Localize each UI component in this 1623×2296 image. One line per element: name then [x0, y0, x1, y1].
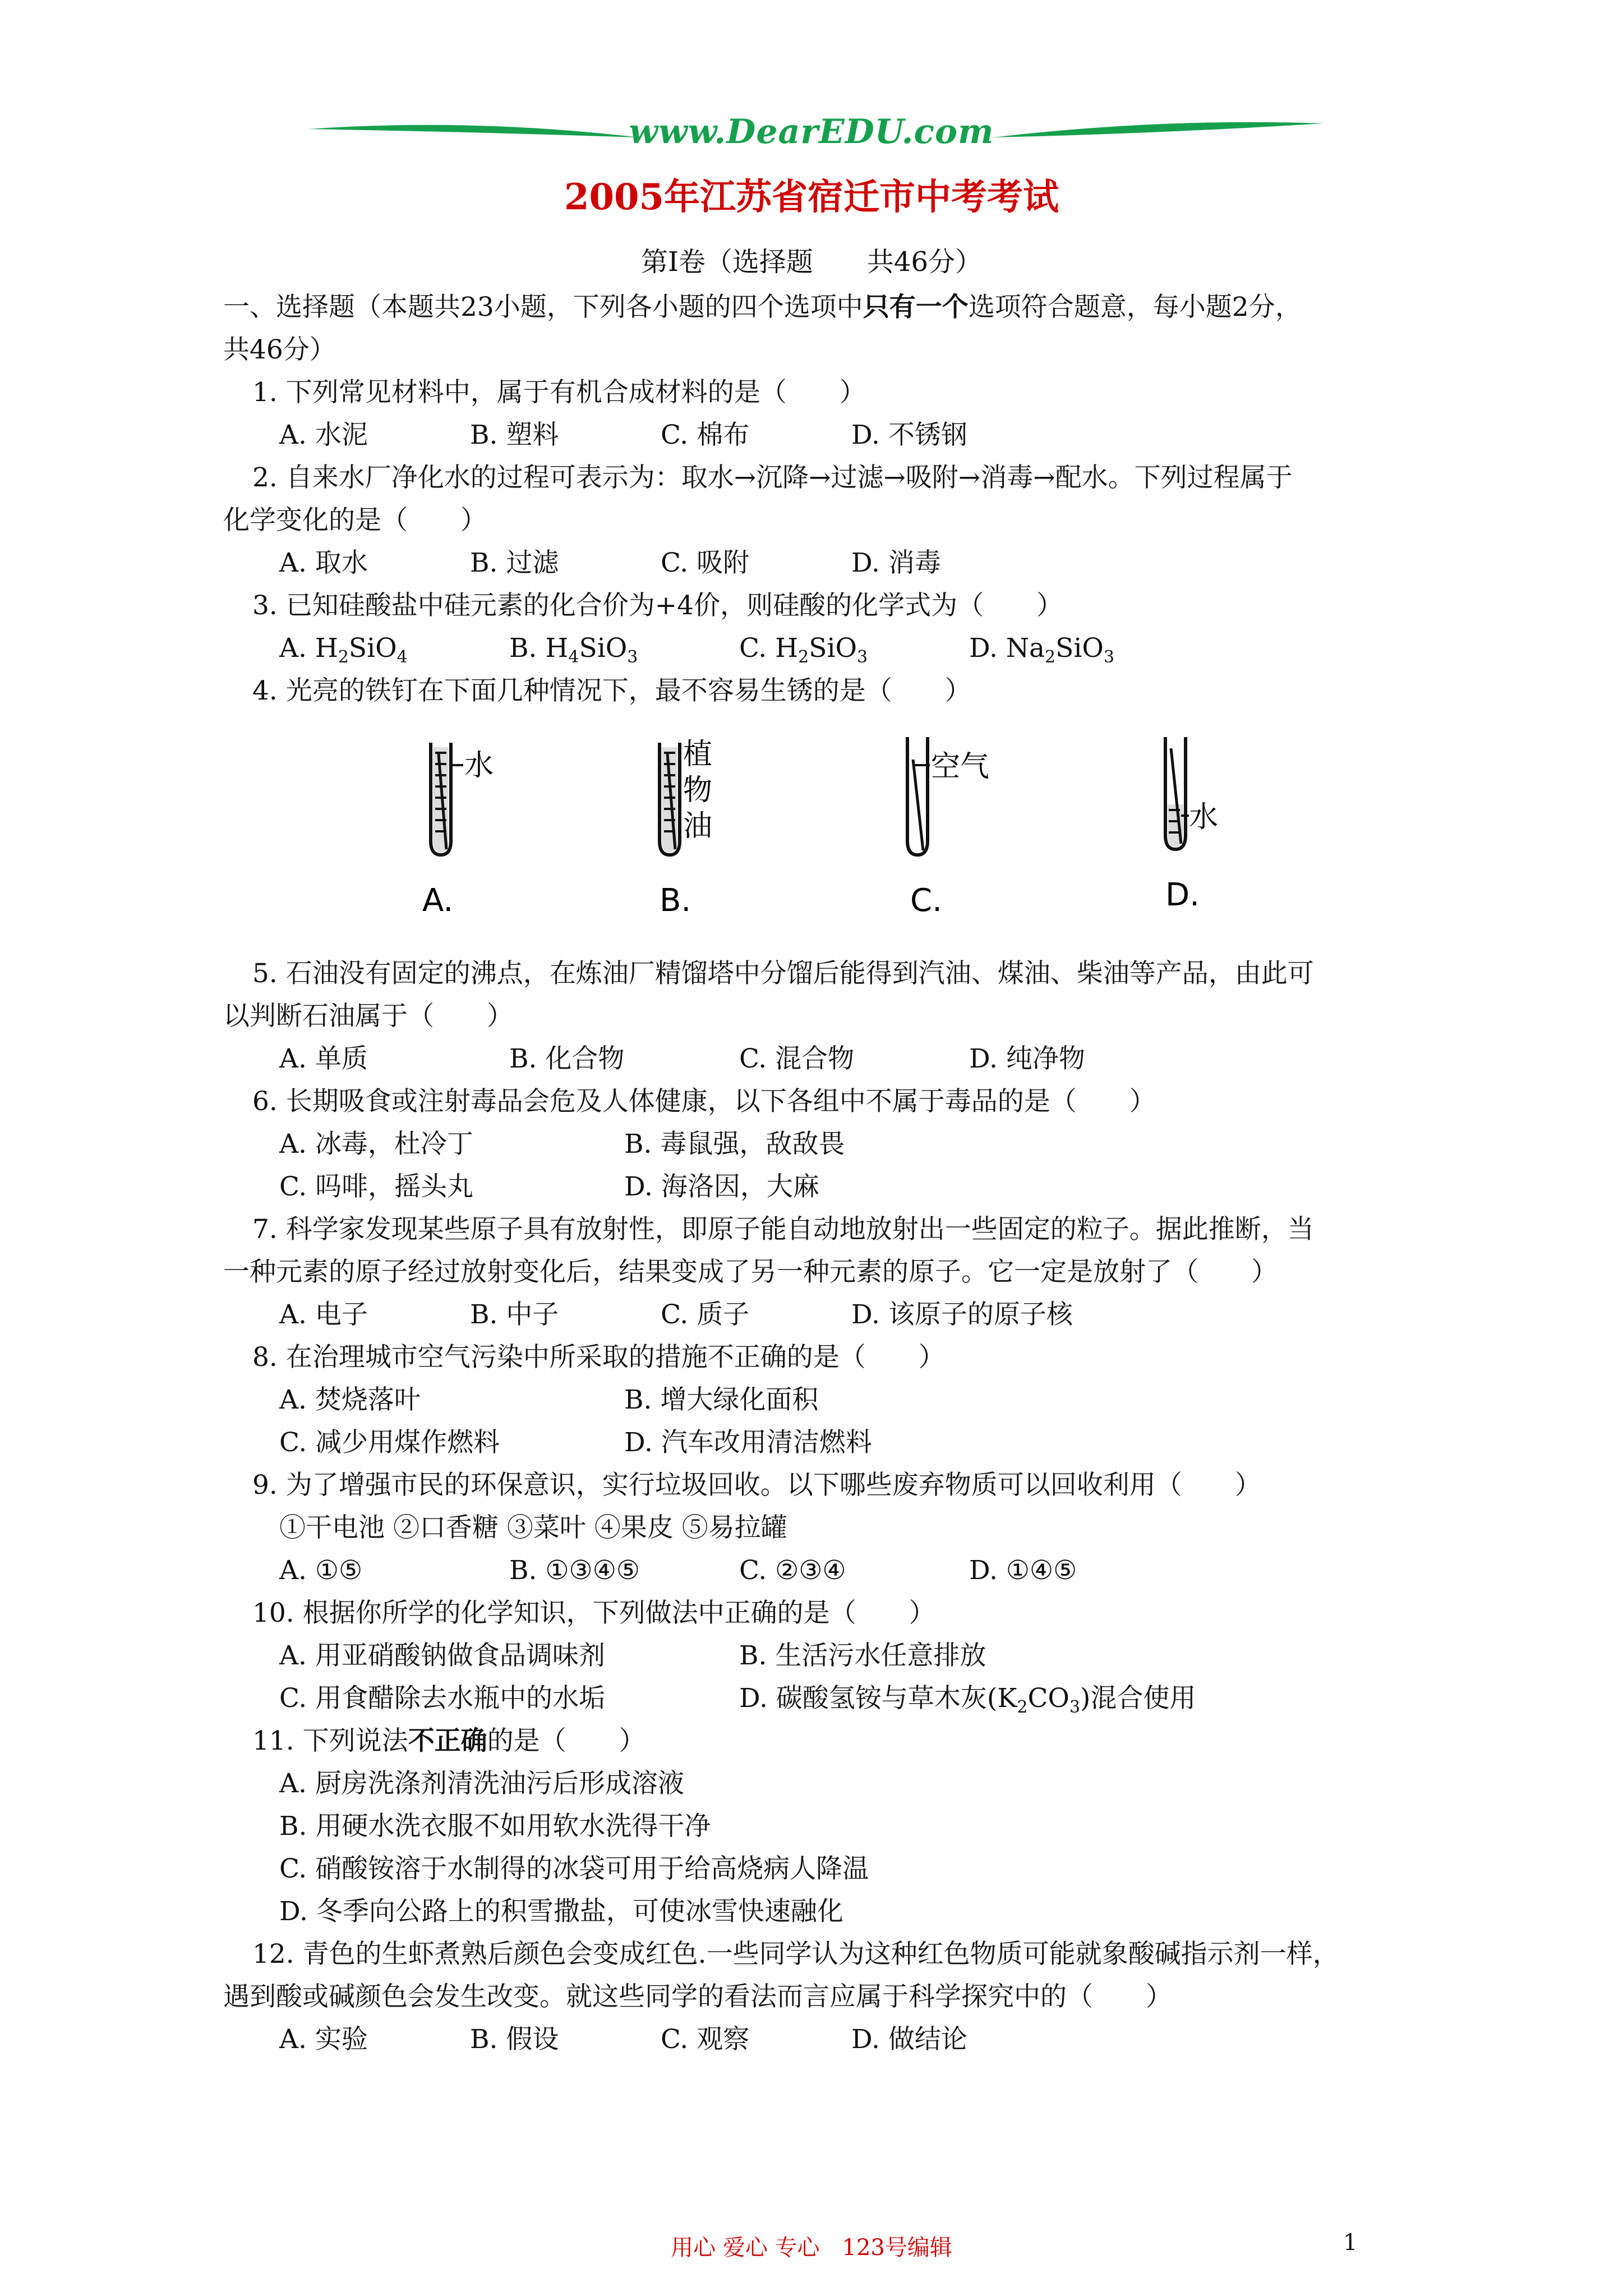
- option-c: C. $H_2SiO_3$: [739, 633, 868, 667]
- option-d: D. 该原子的原子核: [851, 1299, 1073, 1330]
- tube-d-label: 水: [1189, 800, 1219, 834]
- question-5-options: [223, 1038, 1401, 1080]
- option-a: A. 电子: [279, 1299, 368, 1330]
- option-d: D. $Na_2SiO_3$: [969, 633, 1114, 667]
- option-d: D. 不锈钢: [851, 420, 967, 450]
- question-9-stem: 9. 为了增强市民的环保意识，实行垃圾回收。以下哪些废弃物质可以回收利用（ ）: [252, 1470, 1261, 1501]
- question-9-items: ①干电池 ②口香糖 ③菜叶 ④果皮 ⑤易拉罐: [279, 1512, 787, 1543]
- tube-a-caption: A.: [422, 882, 454, 919]
- question-3-stem: 3. 已知硅酸盐中硅元素的化合价为+4价，则硅酸的化学式为（ ）: [252, 590, 1063, 621]
- emphasis-only-one: 只有一个: [863, 292, 969, 323]
- option-a: A. 水泥: [279, 420, 368, 450]
- question-8-options-row2: [223, 1421, 1401, 1464]
- question-1-stem: 1. 下列常见材料中，属于有机合成材料的是（ ）: [252, 377, 866, 408]
- question-10-options-row1: [223, 1635, 1401, 1677]
- option-a: A. $H_2SiO_4$: [279, 633, 408, 667]
- question-3-options: [223, 627, 1401, 670]
- question-5-stem-cont: 以判断石油属于（ ）: [223, 1001, 513, 1032]
- option-c: C. 质子: [661, 1299, 750, 1330]
- option-d: D. 汽车改用清洁燃料: [624, 1427, 872, 1458]
- question-8-stem: 8. 在治理城市空气污染中所采取的措施不正确的是（ ）: [252, 1342, 945, 1373]
- option-c: C. 吸附: [661, 547, 750, 578]
- site-banner: www.DearEDU.com: [629, 112, 994, 151]
- question-10-options-row2: [223, 1677, 1401, 1720]
- tube-b-caption: B.: [660, 882, 691, 919]
- test-tube-a: [422, 743, 494, 919]
- option-a: A. 冰毒，杜冷丁: [279, 1129, 473, 1159]
- question-7-options: [223, 1294, 1401, 1336]
- tube-b-label-2: 物: [683, 774, 713, 807]
- page-number: 1: [1343, 2230, 1358, 2256]
- question-12-stem: 12. 青色的生虾煮熟后颜色会变成红色.一些同学认为这种红色物质可能就象酸碱指示剂一样，: [252, 1939, 1339, 1970]
- tube-b-label-1: 植: [683, 738, 713, 771]
- question-5-stem: 5. 石油没有固定的沸点，在炼油厂精馏塔中分馏后能得到汽油、煤油、柴油等产品，由此可: [252, 958, 1314, 989]
- question-6-stem: 6. 长期吸食或注射毒品会危及人体健康，以下各组中不属于毒品的是（ ）: [252, 1086, 1156, 1117]
- option-b: B. 假设: [470, 2024, 559, 2055]
- option-a: A. 实验: [279, 2024, 368, 2055]
- question-7-stem-cont: 一种元素的原子经过放射变化后，结果变成了另一种元素的原子。它一定是放射了（ ）: [223, 1257, 1278, 1287]
- option-c: C. 混合物: [739, 1043, 855, 1074]
- option-d: D. ①④⑤: [969, 1555, 1077, 1586]
- question-body: [223, 286, 1401, 2061]
- section-heading: [223, 286, 1401, 329]
- question-6-options-row1: [223, 1123, 1401, 1166]
- option-a: A. 单质: [279, 1043, 368, 1074]
- test-tube-diagram: [223, 720, 1401, 939]
- question-12-stem-cont: 遇到酸或碱颜色会发生改变。就这些同学的看法而言应属于科学探究中的（ ）: [223, 1981, 1172, 2012]
- footer-editor-note: 用心 爱心 专心 123号编辑: [671, 2235, 952, 2261]
- question-6-options-row2: [223, 1166, 1401, 1208]
- test-tube-d: [1165, 737, 1218, 913]
- test-tube-c: [907, 737, 989, 919]
- option-b: B. 毒鼠强，敌敌畏: [624, 1129, 845, 1159]
- option-b: B. 化合物: [509, 1043, 625, 1074]
- option-a: A. 用亚硝酸钠做食品调味剂: [279, 1640, 605, 1671]
- option-c: C. 棉布: [661, 420, 750, 450]
- option-b: B. 中子: [470, 1299, 559, 1330]
- question-2-stem-cont: 化学变化的是（ ）: [223, 505, 487, 536]
- nail-c: [913, 760, 923, 850]
- option-c: C. ②③④: [739, 1555, 846, 1586]
- question-11-stem: 11. 下列说法不正确的是（ ）: [252, 1726, 645, 1756]
- question-8-options-row1: [223, 1379, 1401, 1421]
- section-heading-line1: 一、选择题（本题共23小题，下列各小题的四个选项中只有一个选项符合题意，每小题2分，: [223, 292, 1302, 323]
- section-heading-cont: 共46分）: [223, 334, 336, 365]
- exam-title: 2005年江苏省宿迁市中考考试: [564, 176, 1059, 218]
- option-d: D. 纯净物: [969, 1043, 1085, 1074]
- option-c: C. 用食醋除去水瓶中的水垢: [279, 1683, 606, 1714]
- tube-c-caption: C.: [910, 882, 942, 919]
- question-9-options: [223, 1549, 1401, 1592]
- question-11-option-a: A. 厨房洗涤剂清洗油污后形成溶液: [279, 1768, 684, 1799]
- question-11-option-c: C. 硝酸铵溶于水制得的冰袋可用于给高烧病人降温: [279, 1853, 869, 1884]
- question-1-options: [223, 414, 1401, 457]
- tube-b-label-3: 油: [683, 809, 713, 843]
- test-tube-figure: [223, 720, 1401, 939]
- option-b: B. 增大绿化面积: [624, 1384, 819, 1415]
- option-b: B. $H_4SiO_3$: [509, 633, 638, 667]
- option-b: B. 过滤: [470, 547, 559, 578]
- question-12-options: [223, 2018, 1401, 2061]
- question-2-stem: 2. 自来水厂净化水的过程可表示为：取水→沉降→过滤→吸附→消毒→配水。下列过程属于: [252, 462, 1293, 493]
- test-tube-b: [660, 738, 712, 919]
- question-11-option-b: B. 用硬水洗衣服不如用软水洗得干净: [279, 1811, 711, 1842]
- option-d: D. 海洛因，大麻: [624, 1171, 819, 1202]
- option-d: D. 碳酸氢铵与草木灰$(K_2CO_3)$混合使用: [739, 1683, 1196, 1717]
- option-b: B. 生活污水任意排放: [739, 1640, 986, 1671]
- option-a: A. 焚烧落叶: [279, 1384, 421, 1415]
- question-10-stem: 10. 根据你所学的化学知识，下列做法中正确的是（ ）: [252, 1598, 935, 1628]
- tube-d-caption: D.: [1165, 877, 1200, 913]
- tube-c-label: 空气: [931, 750, 990, 784]
- option-c: C. 观察: [661, 2024, 750, 2055]
- option-c: C. 减少用煤作燃料: [279, 1427, 500, 1458]
- option-d: D. 消毒: [851, 547, 941, 578]
- tube-a-label: 水: [464, 749, 494, 783]
- option-a: A. ①⑤: [279, 1555, 363, 1586]
- section-subtitle: 第I卷（选择题 共46分）: [640, 246, 983, 278]
- option-c: C. 吗啡，摇头丸: [279, 1171, 474, 1202]
- option-b: B. 塑料: [470, 420, 559, 450]
- option-b: B. ①③④⑤: [509, 1555, 640, 1586]
- question-4-stem: 4. 光亮的铁钉在下面几种情况下，最不容易生锈的是（ ）: [252, 675, 971, 706]
- question-2-options: [223, 542, 1401, 585]
- question-7-stem: 7. 科学家发现某些原子具有放射性，即原子能自动地放射出一些固定的粒子。据此推断，当: [252, 1214, 1314, 1245]
- option-a: A. 取水: [279, 547, 368, 578]
- question-11-option-d: D. 冬季向公路上的积雪撒盐，可使冰雪快速融化: [279, 1896, 843, 1927]
- option-d: D. 做结论: [851, 2024, 967, 2055]
